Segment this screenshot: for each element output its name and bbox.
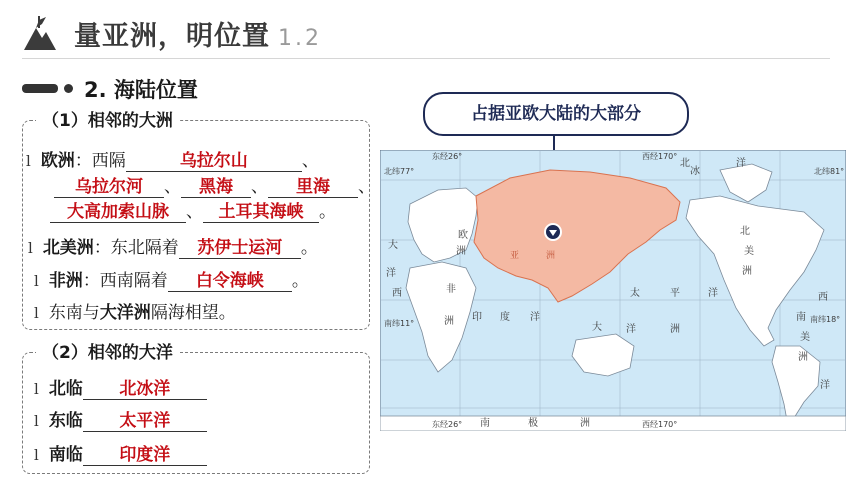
africa-answer: 白令海峡 — [168, 271, 292, 292]
separator: 、 — [358, 177, 375, 197]
continents-label: （1）相邻的大洲 — [36, 106, 179, 131]
europe-line-2 — [54, 172, 375, 198]
oceania-line — [34, 298, 236, 323]
section-bar-icon — [22, 84, 58, 93]
map-label: 洋 — [530, 312, 540, 323]
header-divider — [22, 58, 830, 59]
bullet-icon: l — [34, 272, 39, 290]
bullet-icon: l — [28, 239, 33, 257]
map-label: 洲 — [580, 418, 590, 429]
map-label: 极 — [528, 418, 538, 429]
map-label: 洲 — [742, 266, 752, 277]
separator: 、 — [301, 151, 319, 171]
map-label: 大 — [388, 240, 398, 251]
separator: 、 — [186, 202, 203, 222]
oceania-label: 大洋洲 — [99, 303, 151, 323]
map-label: 度 — [500, 312, 510, 323]
north-america-prefix: ：东北隔着 — [93, 238, 179, 258]
map-label: 欧 — [458, 230, 468, 241]
page-title: 量亚洲，明位置 1.2 — [74, 21, 322, 52]
north-ocean-answer: 北冰洋 — [83, 379, 207, 400]
europe-answer-5: 大高加索山脉 — [50, 202, 186, 223]
map-label: 南纬11° — [384, 319, 415, 328]
map-label: 洲 — [670, 324, 680, 335]
bullet-icon: l — [34, 412, 39, 430]
map-label: 北纬81° — [814, 167, 845, 176]
map-label: 洋 — [626, 324, 636, 335]
world-map — [380, 150, 846, 431]
map-label: 美 — [800, 332, 810, 343]
europe-line-3 — [50, 197, 336, 223]
map-label: 美 — [744, 246, 754, 257]
map-label: 西经170° — [642, 420, 678, 429]
north-ocean-line — [34, 374, 207, 400]
map-label: 洲 — [798, 352, 808, 363]
bullet-icon: l — [34, 380, 39, 398]
period: 。 — [300, 238, 318, 258]
map-label: 东经26° — [432, 152, 463, 161]
map-label: 北纬77° — [384, 167, 415, 176]
africa-prefix: ：西南隔着 — [82, 271, 168, 291]
map-label: 大 — [592, 322, 602, 333]
map-label: 洋 — [708, 288, 718, 299]
map-label: 东经26° — [432, 420, 463, 429]
callout-bubble: 占据亚欧大陆的大部分 — [423, 92, 689, 136]
map-label: 洲 — [546, 251, 556, 261]
bullet-icon: l — [26, 152, 31, 170]
separator: 、 — [251, 177, 268, 197]
map-label: 西 — [818, 292, 828, 303]
map-label: 北 — [740, 226, 750, 237]
south-ocean-answer: 印度洋 — [83, 445, 207, 466]
europe-answer-4: 里海 — [268, 177, 358, 198]
map-label: 洲 — [444, 316, 454, 327]
bullet-icon: l — [34, 446, 39, 464]
map-label: 北 — [680, 158, 690, 169]
period: 。 — [291, 271, 309, 291]
europe-answer-3: 黑海 — [181, 177, 251, 198]
north-america-line — [28, 233, 318, 259]
map-label: 冰 — [690, 166, 700, 177]
europe-label: 欧洲 — [40, 151, 75, 171]
north-label: 北临 — [48, 379, 83, 399]
section-title: 2. 海陆位置 — [84, 78, 198, 102]
europe-answer-1: 乌拉尔山 — [126, 151, 302, 172]
oceans-label: （2）相邻的大洋 — [36, 338, 179, 363]
map-label: 西 — [392, 288, 402, 299]
map-label: 平 — [670, 288, 680, 299]
map-label: 南 — [480, 418, 490, 429]
africa-label: 非洲 — [48, 271, 83, 291]
europe-line-1 — [26, 146, 319, 172]
bullet-icon: l — [34, 304, 39, 322]
separator: 、 — [164, 177, 181, 197]
oceania-prefix: 东南与 — [48, 303, 100, 323]
europe-prefix: ：西隔 — [74, 151, 126, 171]
europe-answer-6: 土耳其海峡 — [203, 202, 319, 223]
map-label: 西经170° — [642, 152, 678, 161]
oceania-suffix: 隔海相望。 — [150, 303, 236, 323]
map-label: 南 — [796, 312, 806, 323]
map-label: 洋 — [736, 158, 746, 169]
map-label: 洋 — [386, 268, 396, 279]
south-label: 南临 — [48, 445, 83, 465]
north-america-label: 北美洲 — [42, 238, 94, 258]
map-label: 印 — [472, 312, 482, 323]
map-label: 太 — [630, 288, 640, 299]
map-label: 非 — [446, 284, 456, 295]
map-label: 洋 — [820, 380, 830, 391]
east-ocean-line — [34, 406, 207, 432]
map-label: 亚 — [510, 251, 520, 261]
map-label: 洲 — [456, 246, 466, 257]
section-dot-icon — [64, 84, 73, 93]
slide-header — [0, 0, 860, 56]
east-ocean-answer: 太平洋 — [83, 411, 207, 432]
south-ocean-line — [34, 440, 207, 466]
north-america-answer: 苏伊士运河 — [179, 238, 301, 259]
east-label: 东临 — [48, 411, 83, 431]
africa-line — [34, 266, 309, 292]
period: 。 — [319, 202, 336, 222]
europe-answer-2: 乌拉尔河 — [54, 177, 164, 198]
mountain-climber-icon — [22, 14, 58, 52]
map-label: 南纬18° — [810, 315, 841, 324]
version-label: 1.2 — [278, 26, 322, 51]
